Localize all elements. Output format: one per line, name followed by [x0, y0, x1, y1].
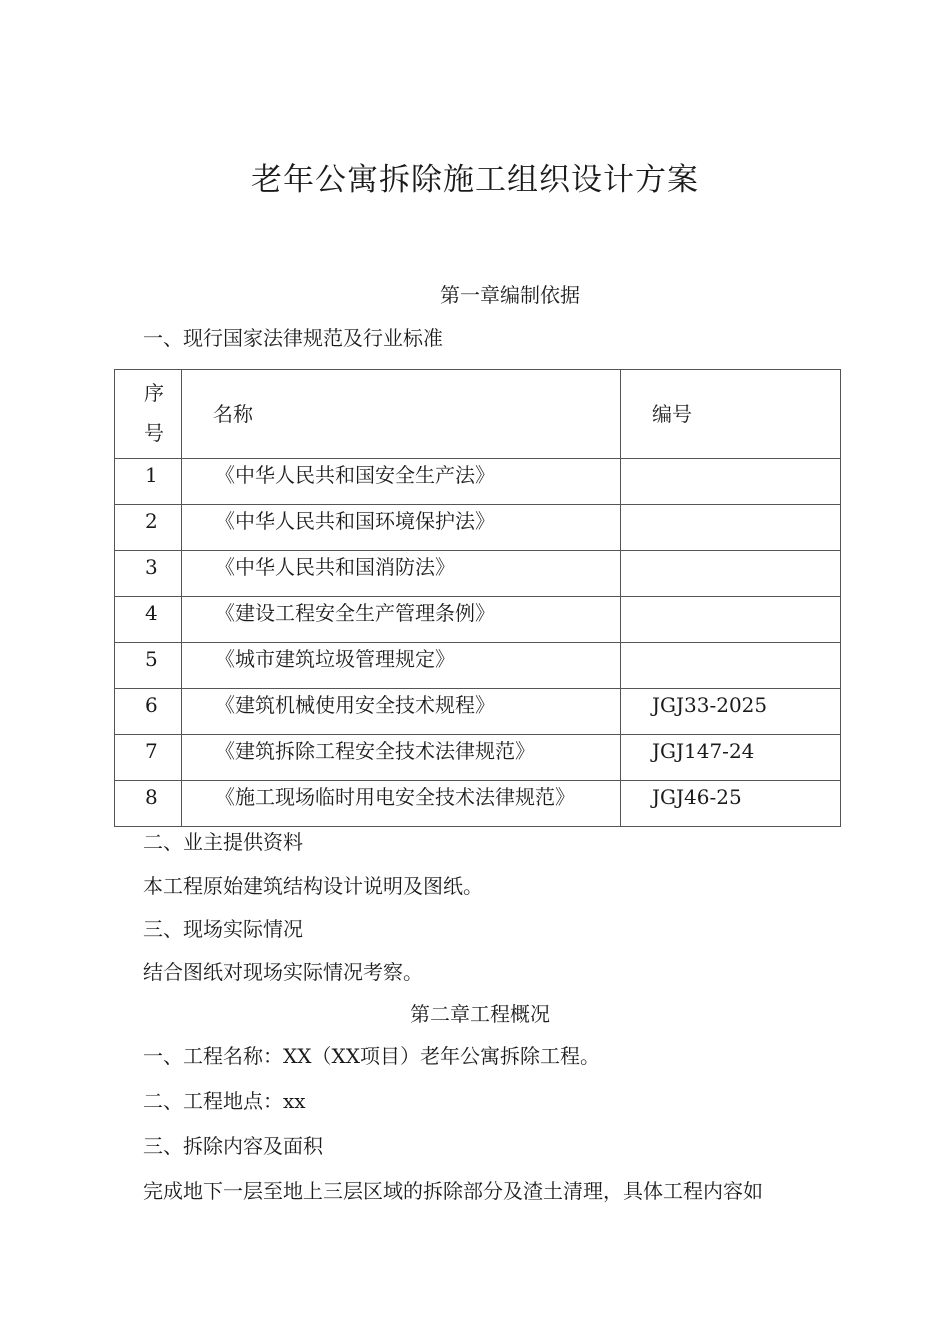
row-name: 《中华人民共和国消防法》	[215, 555, 455, 579]
row-name: 《城市建筑垃圾管理规定》	[215, 647, 455, 671]
table-row	[115, 643, 841, 689]
row-name: 《中华人民共和国安全生产法》	[215, 463, 495, 487]
project-name-line: 一、工程名称：XX（XX项目）老年公寓拆除工程。	[143, 1044, 600, 1068]
table-row	[115, 781, 841, 827]
row-no: 7	[145, 739, 158, 763]
table-row	[115, 505, 841, 551]
header-no-label: 序号	[144, 381, 164, 445]
header-cell-name	[182, 370, 621, 459]
section-laws-heading: 一、现行国家法律规范及行业标准	[143, 326, 443, 350]
header-cell-code	[621, 370, 841, 459]
table-row	[115, 597, 841, 643]
row-code: JGJ147-24	[652, 739, 755, 763]
table-row	[115, 689, 841, 735]
row-name: 《中华人民共和国环境保护法》	[215, 509, 495, 533]
demolition-scope-heading: 三、拆除内容及面积	[143, 1134, 323, 1158]
section-owner-materials-text: 本工程原始建筑结构设计说明及图纸。	[143, 874, 483, 898]
row-no: 6	[145, 693, 158, 717]
row-no: 5	[145, 647, 158, 671]
section-owner-materials-heading: 二、业主提供资料	[143, 830, 303, 854]
table-header-row	[115, 370, 841, 459]
table-row	[115, 459, 841, 505]
table-row	[115, 735, 841, 781]
row-name: 《建筑拆除工程安全技术法律规范》	[215, 739, 535, 763]
project-location-line: 二、工程地点：xx	[143, 1089, 306, 1113]
section-site-conditions-text: 结合图纸对现场实际情况考察。	[143, 960, 423, 984]
row-name: 《建设工程安全生产管理条例》	[215, 601, 495, 625]
row-code: JGJ46-25	[652, 785, 742, 809]
section-site-conditions-heading: 三、现场实际情况	[143, 917, 303, 941]
row-no: 4	[145, 601, 158, 625]
row-no: 2	[145, 509, 158, 533]
demolition-scope-text: 完成地下一层至地上三层区域的拆除部分及渣土清理，具体工程内容如	[143, 1179, 763, 1203]
row-name: 《建筑机械使用安全技术规程》	[215, 693, 495, 717]
header-name-label: 名称	[213, 402, 253, 426]
row-no: 8	[145, 785, 158, 809]
row-code: JGJ33-2025	[652, 693, 768, 717]
chapter1-heading: 第一章编制依据	[440, 283, 580, 307]
header-code-label: 编号	[652, 402, 692, 426]
row-name: 《施工现场临时用电安全技术法律规范》	[215, 785, 575, 809]
law-standards-table	[114, 369, 841, 827]
table-row	[115, 551, 841, 597]
document-title: 老年公寓拆除施工组织设计方案	[251, 162, 699, 198]
row-no: 1	[145, 463, 158, 487]
row-no: 3	[145, 555, 158, 579]
header-cell-no	[115, 370, 182, 459]
chapter2-heading: 第二章工程概况	[410, 1002, 550, 1026]
